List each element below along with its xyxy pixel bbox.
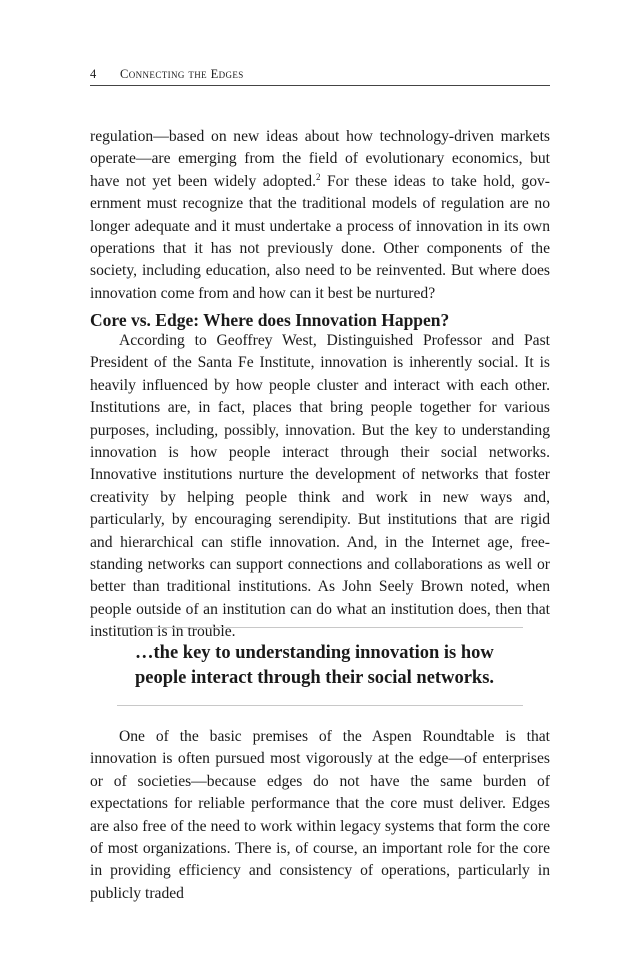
pull-quote-top-rule	[117, 627, 523, 628]
pull-quote: …the key to understanding innovation is how people interact through their social networks.	[135, 643, 495, 688]
paragraph-1-continued: For these ideas to take hold, government must recognize that the traditional models of regulation are no longer adequate and it must undertake a process of innovation in its own operations that it has not previously done. Other components of the society, including education, also need to be reinvented. But where does innovation come from and how can it best be nurtured?	[90, 172, 550, 302]
running-head	[90, 66, 550, 86]
body-paragraph-2: According to Geoffrey West, Distinguished Professor and Past President of the Santa Fe Institute, innovation is inherently social. It is heavily influenced by how people cluster and interact with each other. Institutions are, in fact, places that bring people together for various purposes, including, possibly, innovation. But the key to understanding innovation is how people interact through their social networks. Innovative institutions nurture the development of networks that foster creativity by helping people think and work in new ways and, particularly, by encouraging serendipity. But institutions that are rigid and hierarchical can stifle innovation. And, in the Internet age, freestanding networks can support connections and collaborations as well or better than traditional institutions. As John Seely Brown noted, when people outside of an institution can do what an institution does, then that institution is in trouble.	[90, 332, 550, 641]
section-heading: Core vs. Edge: Where does Innovation Happen?	[90, 310, 450, 330]
running-title: Connecting the Edges	[120, 67, 244, 81]
body-paragraph-1	[90, 126, 550, 305]
body-paragraph-3: One of the basic premises of the Aspen Roundtable is that innovation is often pursued most vigorously at the edge—of enterprises or of societies—because edges do not have the same burden of expectations for reliable performance that the core must deliver. Edges are also free of the need to work within legacy systems that form the core of most organizations. There is, of course, an important role for the core in providing efficiency and consistency of operations, particularly in publicly traded	[90, 728, 550, 902]
paragraph-1-text: regulation—based on new ideas about how technology-driven markets operate—are emerging from the field of evolutionary economics, but have not yet been widely adopted.	[90, 128, 550, 190]
footnote-reference[interactable]: 2	[316, 171, 321, 182]
page-number: 4	[90, 67, 97, 81]
pull-quote-bottom-rule	[117, 705, 523, 706]
